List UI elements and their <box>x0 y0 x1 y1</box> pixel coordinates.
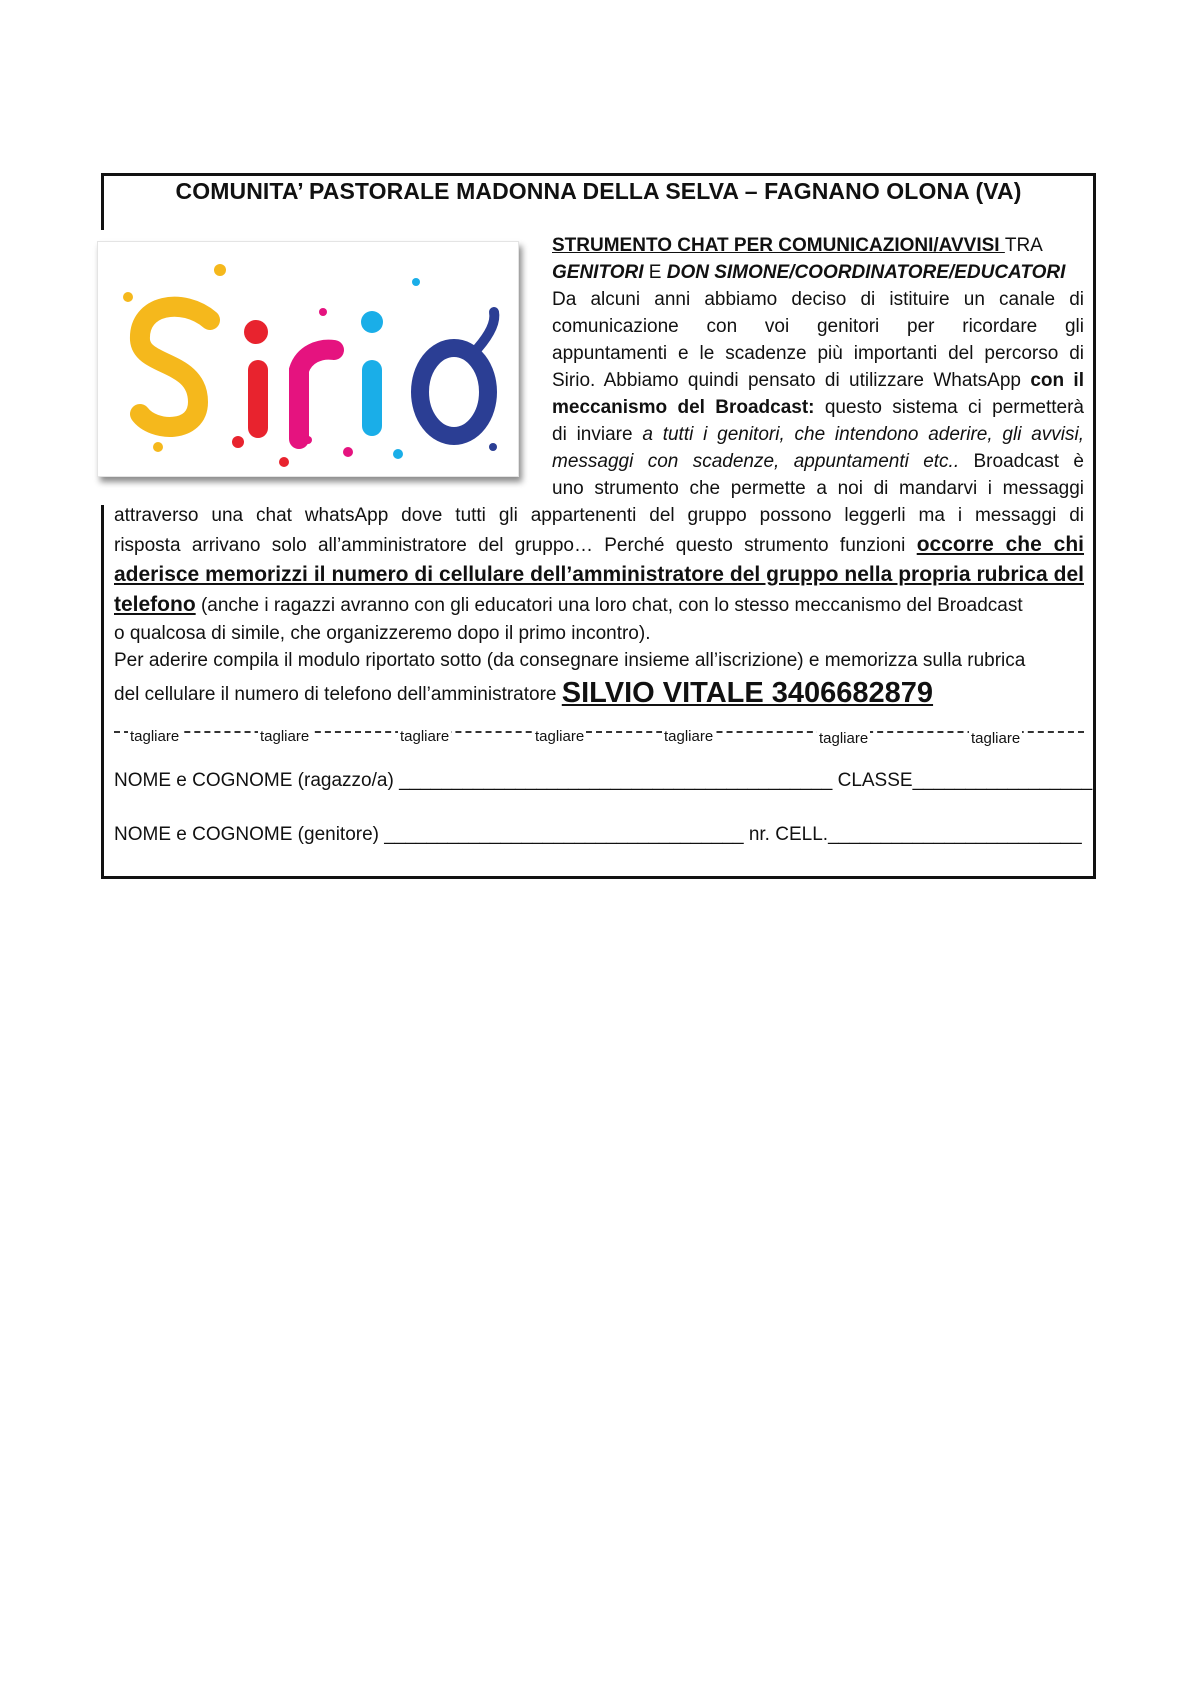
body-line-10a: risposta arrivano solo all’amministratore del gruppo… Perché questo strumento funzioni <box>114 535 917 556</box>
body-line-12a: telefono <box>114 593 196 616</box>
intro-line-5a: meccanismo del Broadcast: <box>552 397 815 418</box>
intro-line-8: uno strumento che permette a noi di mandarvi i messaggi <box>552 478 1084 499</box>
intro-sub-don: DON SIMONE/COORDINATORE/EDUCATORI <box>666 262 1066 283</box>
body-line-10b: occorre che chi <box>916 533 1085 556</box>
body-line-11 <box>114 561 1084 589</box>
intro-line-5 <box>552 394 1084 421</box>
form-row-parent <box>114 822 1082 848</box>
cut-label: tagliare <box>260 728 310 745</box>
intro-line-4b: con il <box>1030 370 1084 391</box>
cell-label: nr. CELL. <box>743 824 829 845</box>
intro-line-7b: Broadcast è <box>959 451 1084 472</box>
cut-label: tagliare <box>535 728 585 745</box>
parent-name-field[interactable]: __________________________________ <box>384 824 744 845</box>
intro-line-1: Da alcuni anni abbiamo deciso di istituire un canale di <box>552 289 1084 310</box>
intro-subheading <box>552 259 1084 286</box>
intro-line-2: comunicazione con voi genitori per ricordare gli <box>552 316 1084 337</box>
intro-line-6 <box>552 421 1084 448</box>
admin-contact: SILVIO VITALE 3406682879 <box>561 677 934 709</box>
body-line-14: Per aderire compila il modulo riportato sotto (da consegnare insieme all’iscrizione) e memorizza sulla rubrica <box>114 650 1026 671</box>
student-name-field[interactable]: _________________________________________ <box>399 770 833 791</box>
intro-line-7 <box>552 448 1084 475</box>
intro-heading-tra: TRA <box>1004 235 1043 256</box>
sirio-logo <box>97 238 519 477</box>
body-line-15a: del cellulare il numero di telefono dell’amministratore <box>114 684 562 705</box>
cut-label: tagliare <box>130 728 180 745</box>
class-label: CLASSE <box>832 770 913 791</box>
intro-line-5b: questo sistema ci permetterà <box>814 397 1085 418</box>
intro-line-4a: Sirio. Abbiamo quindi pensato di utilizzare WhatsApp <box>552 370 1031 391</box>
cut-label: tagliare <box>664 728 714 745</box>
body-line-10 <box>114 531 1084 559</box>
sirio-logo-icon <box>98 238 518 476</box>
parent-name-label: NOME e COGNOME (genitore) <box>114 824 385 845</box>
student-name-label: NOME e COGNOME (ragazzo/a) <box>114 770 400 791</box>
cut-label: tagliare <box>400 728 450 745</box>
form-row-student <box>114 768 1092 794</box>
class-field[interactable]: _________________ <box>912 770 1093 791</box>
page-title: COMUNITA’ PASTORALE MADONNA DELLA SELVA – FAGNANO OLONA (VA) <box>175 178 1022 204</box>
intro-line-6b: a tutti i genitori, che intendono aderire, gli avvisi, <box>642 424 1084 445</box>
body-line-11-text: aderisce memorizzi il numero di cellulare dell’amministratore del gruppo nella propria rubrica del <box>114 563 1084 586</box>
intro-sub-e: E <box>643 262 667 283</box>
intro-heading <box>552 232 1084 259</box>
frame-left-border-bottom <box>101 505 104 879</box>
intro-sub-genitori: GENITORI <box>552 262 644 283</box>
intro-heading-bold: STRUMENTO CHAT PER COMUNICAZIONI/AVVISI <box>552 235 1005 256</box>
sirio-logo-text: Sirio <box>98 238 107 243</box>
body-line-12b: (anche i ragazzi avranno con gli educatori una loro chat, con lo stesso meccanismo del Broadcast <box>195 595 1023 616</box>
body-line-9: attraverso una chat whatsApp dove tutti gli appartenenti del gruppo possono leggerli ma i messaggi di <box>114 505 1084 526</box>
intro-line-4 <box>552 367 1084 394</box>
body-line-13: o qualcosa di simile, che organizzeremo dopo il primo incontro). <box>114 623 651 644</box>
cell-field[interactable]: ________________________ <box>828 824 1082 845</box>
cut-label: tagliare <box>971 730 1021 747</box>
intro-line-3: appuntamenti e le scadenze più importanti del percorso di <box>552 343 1084 364</box>
intro-line-7a: messaggi con scadenze, appuntamenti etc.. <box>552 451 960 472</box>
cut-label: tagliare <box>819 730 869 747</box>
body-line-12 <box>114 591 1084 619</box>
intro-line-6a: di inviare <box>552 424 643 445</box>
body-line-15 <box>114 677 1084 709</box>
